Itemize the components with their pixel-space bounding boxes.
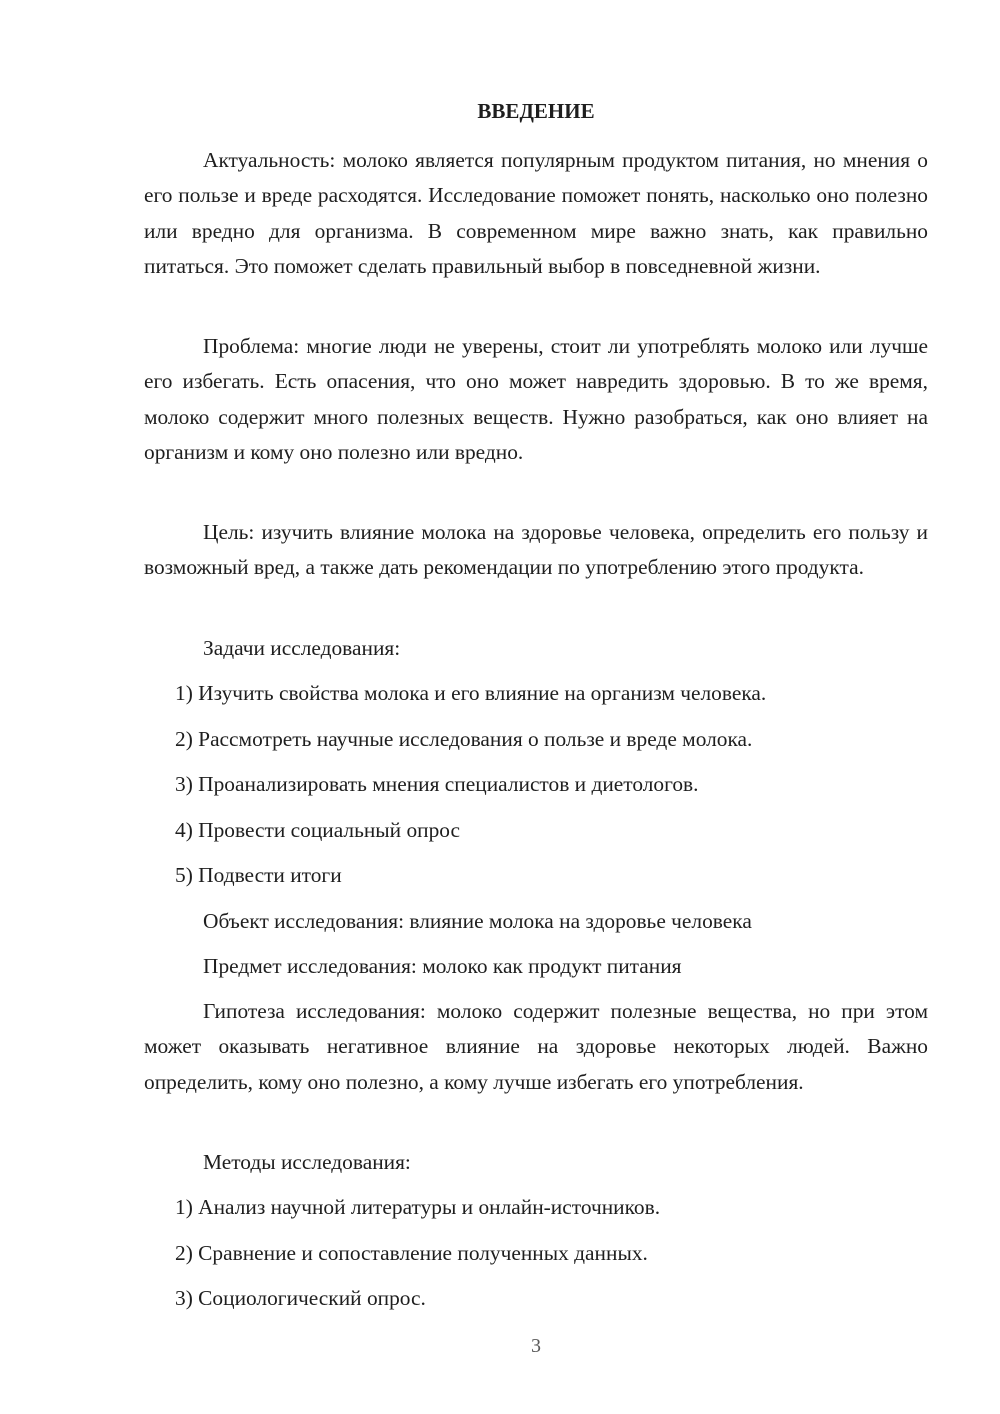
tasks-heading: Задачи исследования: bbox=[203, 636, 401, 660]
method-item: 3) Социологический опрос. bbox=[175, 1286, 426, 1310]
task-item: 5) Подвести итоги bbox=[175, 863, 342, 887]
task-item: 4) Провести социальный опрос bbox=[175, 818, 461, 842]
task-item: 1) Изучить свойства молока и его влияние на организм человека. bbox=[175, 681, 767, 705]
method-item: 1) Анализ научной литературы и онлайн-источников. bbox=[175, 1195, 661, 1219]
methods-heading: Методы исследования: bbox=[203, 1150, 411, 1174]
relevance-paragraph: Актуальность: молоко является популярным продуктом питания, но мнения о его пользе и вреде расходятся. Исследование поможет понять, насколько оно полезно или вредно для организма. В современном мире важно знать, как правильно питаться. Это поможет сделать правильный выбор в повседневной жизни. bbox=[144, 148, 928, 278]
document-page bbox=[144, 0, 928, 1414]
method-item: 2) Сравнение и сопоставление полученных данных. bbox=[175, 1241, 648, 1265]
page-number: 3 bbox=[531, 1335, 541, 1357]
research-subject: Предмет исследования: молоко как продукт питания bbox=[203, 954, 682, 978]
problem-paragraph: Проблема: многие люди не уверены, стоит ли употреблять молоко или лучше его избегать. Есть опасения, что оно может навредить здоровью. В то же время, молоко содержит много полезных веществ. Нужно разобраться, как оно влияет на организм и кому оно полезно или вредно. bbox=[144, 334, 928, 464]
task-item: 3) Проанализировать мнения специалистов и диетологов. bbox=[175, 772, 699, 796]
goal-paragraph: Цель: изучить влияние молока на здоровье человека, определить его пользу и возможный вред, а также дать рекомендации по употреблению этого продукта. bbox=[144, 520, 928, 580]
research-object: Объект исследования: влияние молока на здоровье человека bbox=[203, 909, 752, 933]
section-title: ВВЕДЕНИЕ bbox=[477, 99, 595, 123]
hypothesis-paragraph: Гипотеза исследования: молоко содержит полезные вещества, но при этом может оказывать негативное влияние на здоровье некоторых людей. Важно определить, кому оно полезно, а кому лучше избегать его употребления. bbox=[144, 999, 928, 1094]
task-item: 2) Рассмотреть научные исследования о пользе и вреде молока. bbox=[175, 727, 753, 751]
